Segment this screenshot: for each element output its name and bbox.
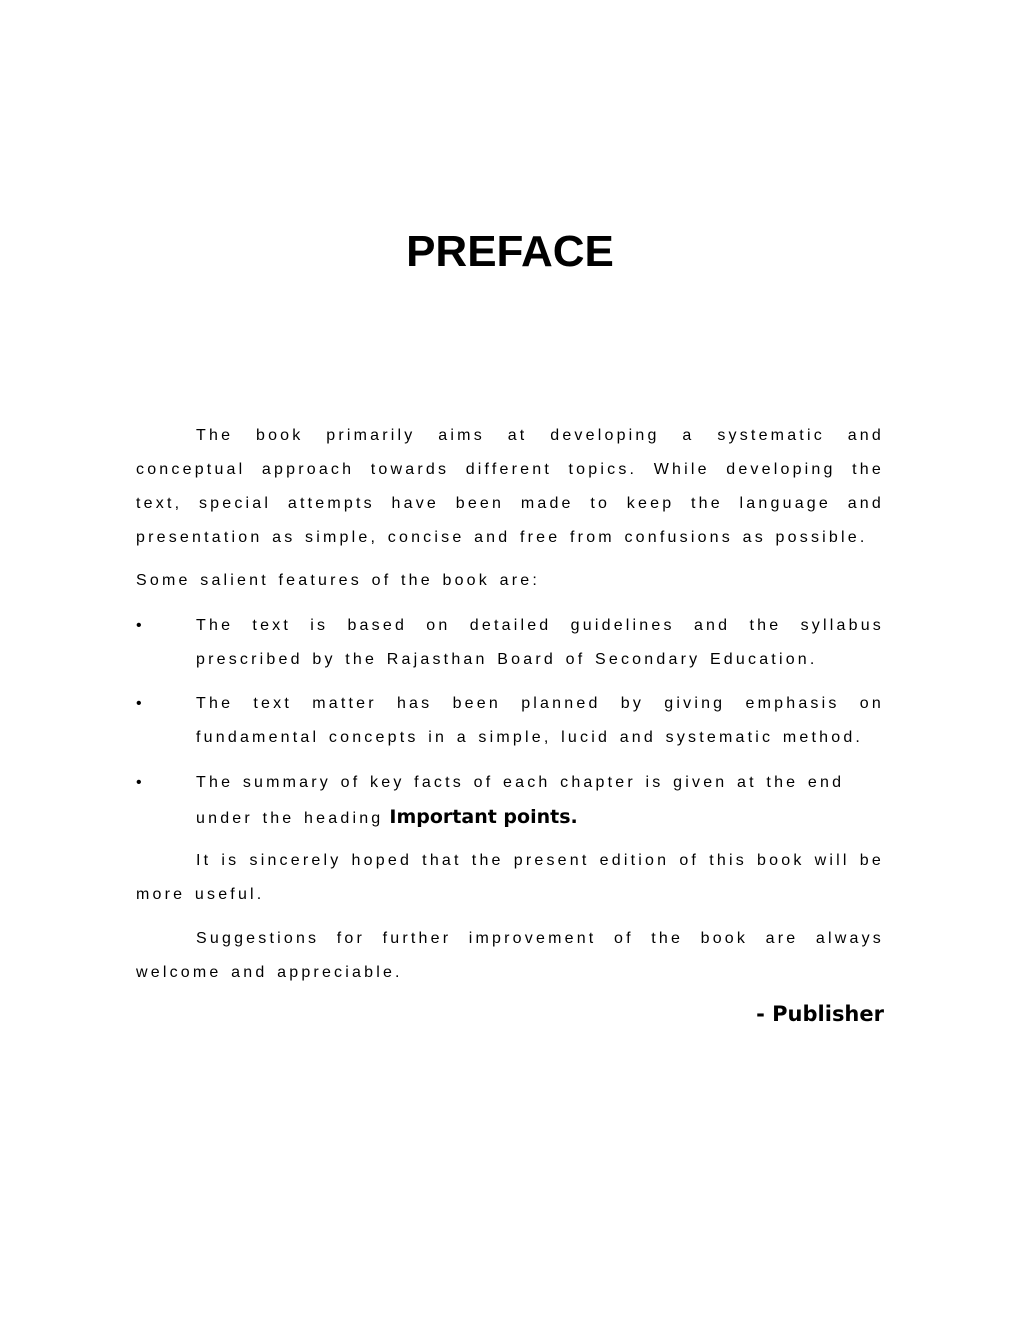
hope-paragraph (136, 844, 884, 912)
intro-paragraph (136, 419, 884, 555)
intro-text: The book primarily aims at developing a systematic and conceptual approach towards different topics. While developing the text, special attempts have been made to keep the language and presentation as simple, concise and free from confusions as possible. (136, 427, 884, 546)
bullet-text: The text matter has been planned by giving emphasis on fundamental concepts in a simple, lucid and systematic method. (196, 695, 884, 746)
bullet-marker: • (136, 774, 142, 791)
publisher-signature: - Publisher (756, 1002, 884, 1026)
hope-text: It is sincerely hoped that the present edition of this book will be more useful. (136, 852, 884, 903)
suggestions-paragraph (136, 922, 884, 990)
features-heading (136, 564, 884, 598)
features-heading-text: Some salient features of the book are: (136, 572, 540, 589)
bullet-marker: • (136, 617, 142, 634)
suggestions-text: Suggestions for further improvement of the book are always welcome and appreciable. (136, 930, 884, 981)
important-points-emphasis: Important points. (389, 806, 578, 828)
bullet-item-1 (136, 609, 884, 677)
bullet-text: The text is based on detailed guidelines and the syllabus prescribed by the Rajasthan Board of Secondary Education. (196, 617, 884, 668)
bullet-marker: • (136, 695, 142, 712)
page-title: PREFACE (406, 227, 614, 276)
bullet-item-3 (136, 766, 884, 836)
bullet-text: The summary of key facts of each chapter is given at the end under the heading (196, 774, 845, 827)
bullet-item-2 (136, 687, 884, 755)
